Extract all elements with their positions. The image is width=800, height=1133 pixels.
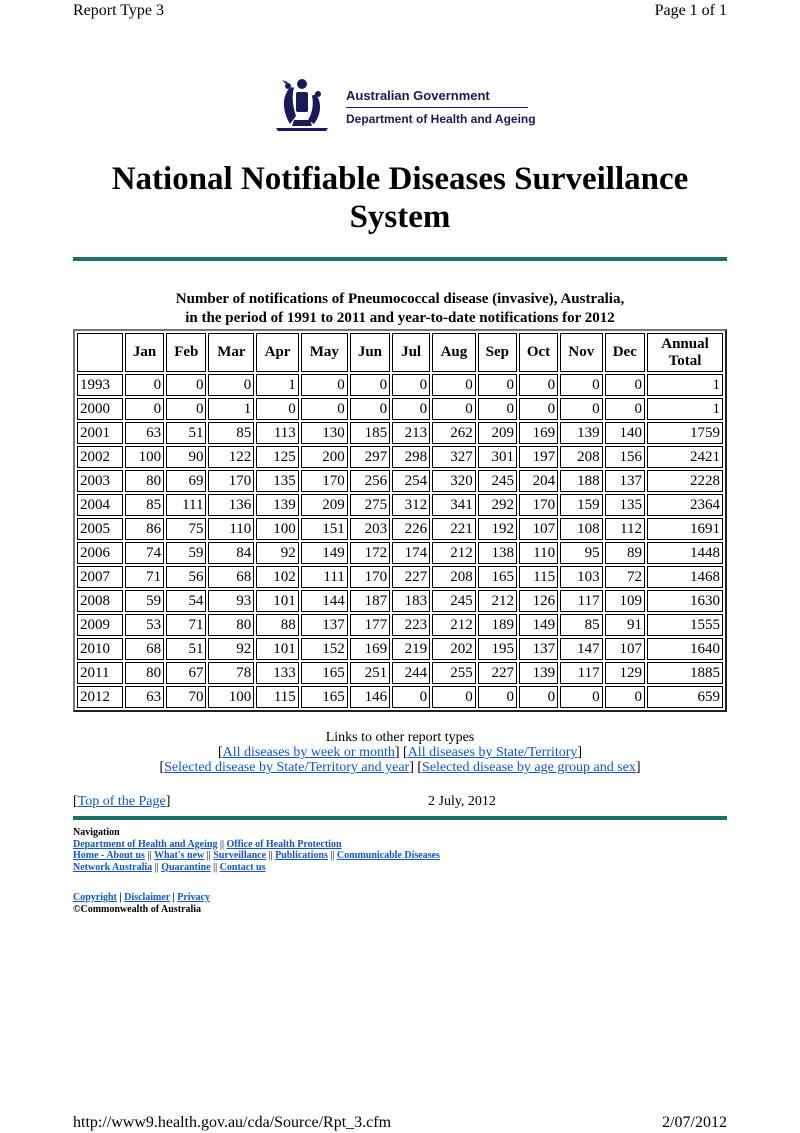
nav-row-2: Home - About us || What's new || Surveillance || Publications || Communicable Diseases [73, 850, 440, 861]
table-body [77, 374, 723, 708]
table-cell: 0 [478, 398, 517, 420]
table-cell: 54 [166, 590, 206, 612]
table-cell: 89 [605, 542, 645, 564]
table-cell: 0 [301, 398, 348, 420]
table-cell: 59 [166, 542, 206, 564]
table-cell: 197 [519, 446, 558, 468]
table-cell: 244 [392, 662, 430, 684]
table-cell: 170 [208, 470, 254, 492]
table-cell: 56 [166, 566, 206, 588]
annual-total-cell: 1468 [647, 566, 723, 588]
column-header: Mar [208, 333, 254, 372]
table-cell: 0 [560, 374, 603, 396]
link-copyright[interactable]: Copyright [73, 892, 117, 903]
table-cell: 223 [392, 614, 430, 636]
table-cell: 1 [256, 374, 299, 396]
table-cell: 92 [208, 638, 254, 660]
table-cell: 63 [125, 422, 164, 444]
table-cell: 221 [432, 518, 476, 540]
table-cell: 53 [125, 614, 164, 636]
table-cell: 136 [208, 494, 254, 516]
links-heading: Links to other report types [325, 730, 475, 745]
logo-text-government: Australian Government [346, 88, 490, 103]
row-year: 2009 [77, 614, 123, 636]
table-cell: 156 [605, 446, 645, 468]
links-row-1: [All diseases by week or month] [All diseases by State/Territory] [217, 745, 583, 760]
row-year: 2002 [77, 446, 123, 468]
column-header: Nov [560, 333, 603, 372]
nav-link-department[interactable]: Department of Health and Ageing [73, 838, 218, 850]
annual-total-cell: 1 [647, 398, 723, 420]
government-logo [266, 74, 536, 134]
table-cell: 72 [605, 566, 645, 588]
table-cell: 91 [605, 614, 645, 636]
table-header-row [77, 333, 723, 372]
table-cell: 227 [392, 566, 430, 588]
table-cell: 110 [519, 542, 558, 564]
nav-link-whats-new[interactable]: What's new [153, 850, 205, 861]
table-cell: 0 [478, 686, 517, 708]
table-cell: 187 [350, 590, 390, 612]
coat-of-arms-icon [266, 74, 338, 134]
table-cell: 68 [208, 566, 254, 588]
link-privacy[interactable]: Privacy [177, 892, 210, 903]
table-row [77, 494, 723, 516]
table-cell: 112 [605, 518, 645, 540]
report-links [73, 730, 727, 775]
table-cell: 59 [125, 590, 164, 612]
row-year: 2007 [77, 566, 123, 588]
table-cell: 245 [478, 470, 517, 492]
table-row [77, 638, 723, 660]
table-cell: 70 [166, 686, 206, 708]
annual-total-cell: 2364 [647, 494, 723, 516]
table-cell: 100 [125, 446, 164, 468]
footer-divider [73, 816, 727, 820]
table-cell: 0 [432, 398, 476, 420]
table-cell: 152 [301, 638, 348, 660]
row-year: 2006 [77, 542, 123, 564]
table-cell: 149 [301, 542, 348, 564]
row-year: 2012 [77, 686, 123, 708]
table-cell: 113 [256, 422, 299, 444]
link-disclaimer[interactable]: Disclaimer [124, 892, 171, 903]
table-row [77, 446, 723, 468]
annual-total-cell: 2421 [647, 446, 723, 468]
table-cell: 151 [301, 518, 348, 540]
logo-divider [346, 107, 528, 108]
column-header: Jul [392, 333, 430, 372]
annual-total-cell: 1885 [647, 662, 723, 684]
table-cell: 320 [432, 470, 476, 492]
table-cell: 71 [166, 614, 206, 636]
annual-total-cell: 1448 [647, 542, 723, 564]
table-cell: 135 [256, 470, 299, 492]
table-cell: 0 [350, 374, 390, 396]
table-cell: 103 [560, 566, 603, 588]
row-year: 2000 [77, 398, 123, 420]
table-cell: 101 [256, 638, 299, 660]
top-of-page-link[interactable]: Top of the Page [77, 794, 166, 809]
nav-link-communicable-diseases[interactable]: Communicable Diseases [336, 850, 440, 861]
column-header: May [301, 333, 348, 372]
table-cell: 84 [208, 542, 254, 564]
link-disease-state-year[interactable]: Selected disease by State/Territory and year [164, 760, 410, 775]
table-cell: 297 [350, 446, 390, 468]
table-cell: 0 [392, 374, 430, 396]
table-cell: 192 [478, 518, 517, 540]
table-cell: 130 [301, 422, 348, 444]
table-cell: 212 [478, 590, 517, 612]
nav-link-contact-us[interactable]: Contact us [219, 861, 266, 873]
annual-total-cell: 1555 [647, 614, 723, 636]
table-cell: 209 [478, 422, 517, 444]
table-cell: 107 [605, 638, 645, 660]
table-cell: 101 [256, 590, 299, 612]
nav-link-office-health-protection[interactable]: Office of Health Protection [226, 838, 342, 850]
table-cell: 86 [125, 518, 164, 540]
table-cell: 111 [166, 494, 206, 516]
table-cell: 85 [125, 494, 164, 516]
row-year: 2005 [77, 518, 123, 540]
nav-link-network-australia[interactable]: Network Australia [73, 861, 153, 873]
table-cell: 0 [166, 398, 206, 420]
table-cell: 115 [256, 686, 299, 708]
table-cell: 90 [166, 446, 206, 468]
table-cell: 78 [208, 662, 254, 684]
table-row [77, 422, 723, 444]
table-cell: 110 [208, 518, 254, 540]
print-header-page: Page 1 of 1 [654, 2, 727, 19]
table-cell: 212 [432, 542, 476, 564]
table-cell: 327 [432, 446, 476, 468]
report-date: 2 July, 2012 [428, 794, 496, 809]
column-header: Jun [350, 333, 390, 372]
table-cell: 146 [350, 686, 390, 708]
table-cell: 170 [350, 566, 390, 588]
table-cell: 51 [166, 638, 206, 660]
table-cell: 117 [560, 662, 603, 684]
table-cell: 203 [350, 518, 390, 540]
caption-line-2: in the period of 1991 to 2011 and year-to-date notifications for 2012 [185, 310, 615, 326]
table-row [77, 590, 723, 612]
table-cell: 202 [432, 638, 476, 660]
table-cell: 0 [560, 398, 603, 420]
table-cell: 100 [256, 518, 299, 540]
table-cell: 93 [208, 590, 254, 612]
table-cell: 213 [392, 422, 430, 444]
column-header: Oct [519, 333, 558, 372]
annual-total-cell: 1630 [647, 590, 723, 612]
row-year: 2001 [77, 422, 123, 444]
table-cell: 137 [605, 470, 645, 492]
table-cell: 135 [605, 494, 645, 516]
table-cell: 147 [560, 638, 603, 660]
table-cell: 209 [301, 494, 348, 516]
row-year: 2003 [77, 470, 123, 492]
column-header: Sep [478, 333, 517, 372]
table-cell: 0 [392, 686, 430, 708]
table-cell: 177 [350, 614, 390, 636]
column-header: Aug [432, 333, 476, 372]
table-cell: 165 [301, 686, 348, 708]
table-cell: 172 [350, 542, 390, 564]
table-cell: 107 [519, 518, 558, 540]
annual-total-cell: 1759 [647, 422, 723, 444]
nav-link-home-about[interactable]: Home - About us [73, 850, 145, 861]
table-row [77, 398, 723, 420]
table-row [77, 470, 723, 492]
navigation [73, 827, 727, 873]
print-footer-url: http://www9.health.gov.au/cda/Source/Rpt_3.cfm [73, 1114, 392, 1131]
table-cell: 126 [519, 590, 558, 612]
logo-text-department: Department of Health and Ageing [346, 112, 536, 126]
table-cell: 0 [519, 398, 558, 420]
table-cell: 139 [560, 422, 603, 444]
table-cell: 149 [519, 614, 558, 636]
table-cell: 200 [301, 446, 348, 468]
nav-link-quarantine[interactable]: Quarantine [161, 861, 211, 873]
table-cell: 111 [301, 566, 348, 588]
table-cell: 0 [519, 374, 558, 396]
table-cell: 301 [478, 446, 517, 468]
table-cell: 80 [208, 614, 254, 636]
table-cell: 219 [392, 638, 430, 660]
table-cell: 0 [392, 398, 430, 420]
table-cell: 169 [350, 638, 390, 660]
link-all-diseases-state[interactable]: All diseases by State/Territory [407, 745, 578, 760]
table-cell: 133 [256, 662, 299, 684]
table-cell: 292 [478, 494, 517, 516]
legal-section [73, 892, 210, 915]
annual-total-cell: 659 [647, 686, 723, 708]
table-cell: 341 [432, 494, 476, 516]
table-cell: 183 [392, 590, 430, 612]
row-year: 2004 [77, 494, 123, 516]
link-all-diseases-week-month[interactable]: All diseases by week or month [222, 745, 395, 760]
links-row-2: [Selected disease by State/Territory and year] [Selected disease by age group and sex] [159, 760, 641, 775]
table-cell: 170 [519, 494, 558, 516]
table-cell: 255 [432, 662, 476, 684]
table-cell: 115 [519, 566, 558, 588]
table-cell: 85 [208, 422, 254, 444]
row-year: 2010 [77, 638, 123, 660]
table-cell: 212 [432, 614, 476, 636]
top-of-page: [Top of the Page] [73, 794, 171, 809]
table-cell: 188 [560, 470, 603, 492]
nav-row-1: Department of Health and Ageing || Office of Health Protection [73, 838, 342, 850]
table-cell: 165 [478, 566, 517, 588]
copyright-notice: ©Commonwealth of Australia [73, 903, 202, 915]
table-cell: 0 [125, 374, 164, 396]
column-header: Feb [166, 333, 206, 372]
table-cell: 0 [519, 686, 558, 708]
table-cell: 139 [519, 662, 558, 684]
table-row [77, 518, 723, 540]
table-cell: 125 [256, 446, 299, 468]
table-cell: 95 [560, 542, 603, 564]
table-cell: 102 [256, 566, 299, 588]
table-cell: 137 [301, 614, 348, 636]
table-cell: 0 [256, 398, 299, 420]
table-cell: 245 [432, 590, 476, 612]
table-cell: 251 [350, 662, 390, 684]
table-cell: 0 [605, 374, 645, 396]
table-cell: 0 [605, 686, 645, 708]
table-cell: 67 [166, 662, 206, 684]
header-divider [73, 257, 727, 261]
table-caption [73, 290, 727, 328]
table-cell: 256 [350, 470, 390, 492]
table-cell: 117 [560, 590, 603, 612]
table-cell: 165 [301, 662, 348, 684]
table-cell: 0 [125, 398, 164, 420]
table-cell: 262 [432, 422, 476, 444]
table-cell: 140 [605, 422, 645, 444]
legal-links: Copyright | Disclaimer | Privacy [73, 892, 210, 903]
table-cell: 139 [256, 494, 299, 516]
column-header [77, 333, 123, 372]
table-cell: 69 [166, 470, 206, 492]
caption-line-1: Number of notifications of Pneumococcal disease (invasive), Australia, [175, 291, 625, 307]
table-row [77, 542, 723, 564]
table-cell: 185 [350, 422, 390, 444]
table-cell: 109 [605, 590, 645, 612]
table-cell: 80 [125, 470, 164, 492]
table-cell: 312 [392, 494, 430, 516]
annual-total-cell: 2228 [647, 470, 723, 492]
row-year: 1993 [77, 374, 123, 396]
table-cell: 122 [208, 446, 254, 468]
table-cell: 51 [166, 422, 206, 444]
table-cell: 63 [125, 686, 164, 708]
table-cell: 0 [478, 374, 517, 396]
table-cell: 100 [208, 686, 254, 708]
nav-row-3: Network Australia || Quarantine || Contact us [73, 861, 266, 873]
column-header: Apr [256, 333, 299, 372]
table-cell: 204 [519, 470, 558, 492]
table-cell: 75 [166, 518, 206, 540]
table-cell: 298 [392, 446, 430, 468]
table-cell: 0 [560, 686, 603, 708]
table-cell: 275 [350, 494, 390, 516]
table-row [77, 614, 723, 636]
table-cell: 0 [208, 374, 254, 396]
table-cell: 0 [166, 374, 206, 396]
table-cell: 144 [301, 590, 348, 612]
table-row [77, 662, 723, 684]
navigation-heading: Navigation [73, 827, 120, 838]
table-cell: 208 [432, 566, 476, 588]
column-header: Annual Total [647, 333, 723, 372]
table-cell: 138 [478, 542, 517, 564]
table-cell: 227 [478, 662, 517, 684]
table-cell: 1 [208, 398, 254, 420]
table-cell: 74 [125, 542, 164, 564]
table-row [77, 686, 723, 708]
table-cell: 88 [256, 614, 299, 636]
table-row [77, 566, 723, 588]
row-year: 2011 [77, 662, 123, 684]
table-cell: 129 [605, 662, 645, 684]
table-cell: 195 [478, 638, 517, 660]
link-disease-age-sex[interactable]: Selected disease by age group and sex [422, 760, 636, 775]
annual-total-cell: 1640 [647, 638, 723, 660]
table-cell: 0 [432, 686, 476, 708]
table-cell: 0 [605, 398, 645, 420]
table-row [77, 374, 723, 396]
annual-total-cell: 1691 [647, 518, 723, 540]
table-cell: 208 [560, 446, 603, 468]
table-cell: 92 [256, 542, 299, 564]
column-header: Jan [125, 333, 164, 372]
nav-link-publications[interactable]: Publications [275, 850, 328, 861]
column-header: Dec [605, 333, 645, 372]
table-cell: 189 [478, 614, 517, 636]
notifications-table [73, 329, 727, 712]
table-cell: 108 [560, 518, 603, 540]
table-cell: 71 [125, 566, 164, 588]
table-cell: 137 [519, 638, 558, 660]
table-cell: 159 [560, 494, 603, 516]
table-cell: 85 [560, 614, 603, 636]
row-year: 2008 [77, 590, 123, 612]
annual-total-cell: 1 [647, 374, 723, 396]
table-cell: 226 [392, 518, 430, 540]
page-title: National Notifiable Diseases Surveillance System [111, 161, 689, 235]
table-cell: 0 [301, 374, 348, 396]
print-footer-date: 2/07/2012 [662, 1114, 727, 1131]
table-cell: 68 [125, 638, 164, 660]
table-cell: 80 [125, 662, 164, 684]
nav-link-surveillance[interactable]: Surveillance [213, 850, 267, 861]
table-cell: 169 [519, 422, 558, 444]
table-cell: 0 [350, 398, 390, 420]
table-cell: 174 [392, 542, 430, 564]
table-cell: 0 [432, 374, 476, 396]
table-cell: 170 [301, 470, 348, 492]
print-header-title: Report Type 3 [73, 2, 165, 19]
table-cell: 254 [392, 470, 430, 492]
